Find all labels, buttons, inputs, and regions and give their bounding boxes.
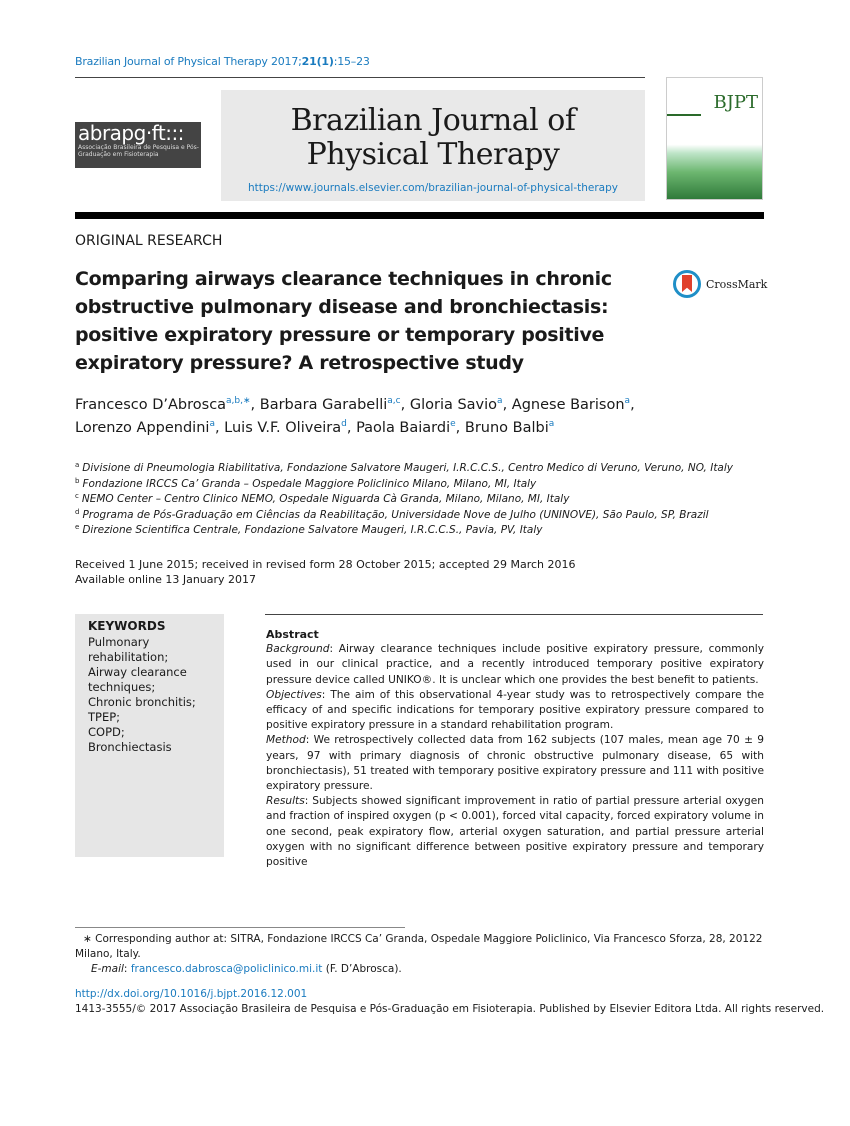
author: [356, 420, 465, 436]
affiliation: [75, 523, 733, 539]
abstract-paragraph: [266, 688, 764, 734]
affiliation: [75, 477, 733, 493]
keyword: TPEP;: [88, 710, 121, 724]
email-label: E-mail: [91, 963, 124, 975]
section-label: ORIGINAL RESEARCH: [75, 233, 223, 249]
citation-volume: 21(1): [301, 55, 334, 68]
email-line: E-mail: francesco.dabrosca@policlinico.mi.it (F. D’Abrosca).: [91, 963, 402, 975]
society-logo: [75, 122, 201, 168]
affiliation: [75, 461, 733, 477]
author-name: Bruno Balbi: [464, 420, 549, 436]
citation-prefix: Brazilian Journal of Physical Therapy 2017;: [75, 55, 302, 68]
abstract-label: Objectives: [266, 688, 322, 701]
society-logo-text: abrapg·ft:::: [78, 121, 184, 145]
affiliation-text: Programa de Pós-Graduação em Ciências da Reabilitação, Universidade Nove de Julho (UNINOVE), São Paulo, SP, Brazil: [82, 508, 709, 521]
copyright-line: 1413-3555/© 2017 Associação Brasileira de Pesquisa e Pós-Graduação em Fisioterapia. Published by Elsevier Editora Ltda. All rights reserved.: [75, 1003, 825, 1015]
citation-pages: :15–23: [333, 55, 370, 68]
journal-title-line2: Physical Therapy: [306, 137, 560, 172]
abstract-rule: [265, 614, 763, 615]
footnotes: [75, 932, 765, 977]
affiliation-key: a: [75, 461, 80, 469]
header-rule: [75, 77, 645, 78]
author: [410, 397, 512, 413]
author-separator: ,: [455, 420, 465, 436]
abstract-label: Background: [266, 643, 330, 656]
author-affiliation-link[interactable]: e: [450, 419, 456, 429]
keyword: Chronic bronchitis;: [88, 695, 196, 709]
author-name: Francesco D’Abrosca: [75, 397, 227, 413]
keywords-box: [75, 614, 224, 857]
abstract-label: Results: [266, 795, 305, 808]
affiliation: [75, 492, 733, 508]
abstract-text: : The aim of this observational 4-year study was to retrospectively compare the efficacy of and specific indications for temporary positive expiratory pressure compared to positive expiratory pressure in a standard rehabilitation program.: [266, 688, 764, 732]
author-name: Agnese Barison: [511, 397, 625, 413]
author: [75, 420, 224, 436]
abstract-text: : We retrospectively collected data from 162 subjects (107 males, mean age 70 ± 9 years, 97 with primary diagnosis of chronic obstructive pulmonary disease, 65 with bronchiectasis), 51 treated with temporary positive expiratory pressure and 111 with positive expiratory pressure.: [266, 734, 764, 793]
author-affiliation-link[interactable]: a: [624, 396, 631, 406]
author-affiliation-link[interactable]: a: [209, 419, 215, 429]
author-name: Paola Baiardi: [356, 420, 451, 436]
cover-line: [667, 114, 701, 116]
affiliation-text: NEMO Center – Centro Clinico NEMO, Ospedale Niguarda Cà Granda, Milano, Milano, MI, Italy: [81, 493, 570, 506]
author-separator: ,: [630, 397, 635, 413]
keyword: Airway clearance techniques;: [88, 665, 187, 694]
author-separator: ,: [400, 397, 410, 413]
author-name: Lorenzo Appendini: [75, 420, 210, 436]
affiliation: [75, 508, 733, 524]
journal-url-link[interactable]: https://www.journals.elsevier.com/brazilian-journal-of-physical-therapy: [248, 182, 618, 194]
abstract-paragraph: [266, 794, 764, 870]
received-dates: Received 1 June 2015; received in revised form 28 October 2015; accepted 29 March 2016: [75, 558, 576, 571]
author-name: Barbara Garabelli: [259, 397, 388, 413]
abstract-heading: Abstract: [266, 628, 319, 641]
email-suffix: (F. D’Abrosca).: [322, 963, 402, 975]
affiliation-text: Direzione Scientifica Centrale, Fondazione Salvatore Maugeri, I.R.C.C.S., Pavia, PV, Italy: [82, 524, 543, 537]
author-affiliation-link[interactable]: a,b,∗: [226, 396, 251, 406]
doi-link[interactable]: http://dx.doi.org/10.1016/j.bjpt.2016.12.001: [75, 988, 308, 1000]
journal-cover-image: [666, 77, 763, 200]
author: [260, 397, 410, 413]
affiliation-key: b: [75, 476, 80, 485]
article-title: Comparing airways clearance techniques in chronic obstructive pulmonary disease and bronchiectasis: positive expiratory pressure or temporary positive expiratory pressure? A retrospective study: [75, 268, 612, 374]
journal-title-line1: Brazilian Journal of: [290, 103, 576, 138]
journal-citation-link[interactable]: [75, 55, 370, 68]
author-affiliation-link[interactable]: a: [548, 419, 555, 429]
keywords-list: [75, 635, 224, 755]
author: [75, 397, 260, 413]
author-affiliation-link[interactable]: a,c: [387, 396, 401, 406]
author: [465, 420, 554, 436]
article-dates: [75, 557, 576, 587]
abstract-label: Method: [266, 734, 306, 747]
author-separator: ,: [250, 397, 260, 413]
crossmark-label: CrossMark: [706, 277, 768, 291]
author-separator: ,: [214, 420, 225, 436]
abstract: [266, 627, 764, 870]
abstract-paragraph: [266, 642, 764, 688]
cover-label: BJPT: [713, 92, 758, 113]
author-affiliation-link[interactable]: a: [497, 396, 503, 406]
journal-banner: [221, 90, 645, 201]
journal-title: [221, 104, 645, 172]
author: [224, 420, 356, 436]
keywords-heading: KEYWORDS: [88, 619, 166, 633]
affiliation-key: e: [75, 523, 80, 532]
crossmark-icon: [673, 270, 701, 298]
author-affiliation-link[interactable]: d: [341, 419, 347, 429]
affiliation-key: c: [75, 492, 79, 501]
abstract-text: : Airway clearance techniques include positive expiratory pressure, commonly used in our clinical practice, and a recently introduced temporary positive expiratory pressure device called UNIKO®. It is unclear which one provides the best benefit to patients.: [266, 643, 764, 686]
email-link[interactable]: francesco.dabrosca@policlinico.mi.it: [130, 963, 323, 975]
footnote-rule: [75, 927, 405, 928]
keyword: COPD;: [88, 725, 125, 739]
affiliation-text: Divisione di Pneumologia Riabilitativa, Fondazione Salvatore Maugeri, I.R.C.C.S., Centro Medico di Veruno, Veruno, NO, Italy: [82, 462, 733, 474]
author-separator: ,: [346, 420, 357, 436]
affiliation-list: [75, 461, 733, 539]
author-separator: ,: [502, 397, 512, 413]
abstract-body: [266, 642, 764, 870]
keyword: Bronchiectasis: [88, 740, 172, 754]
author-list: [75, 394, 765, 440]
crossmark-button[interactable]: [673, 270, 767, 298]
abstract-paragraph: [266, 733, 764, 794]
corresponding-author-note: ∗ Corresponding author at: SITRA, Fondazione IRCCS Ca’ Granda, Ospedale Maggiore Policlinico, Via Francesco Sforza, 28, 20122 Milano, Italy.: [75, 933, 763, 960]
keyword: Pulmonary rehabilitation;: [88, 635, 169, 664]
society-logo-subtext: Associação Brasileira de Pesquisa e Pós-Graduação em Fisioterapia: [78, 144, 199, 158]
available-online: Available online 13 January 2017: [75, 573, 257, 586]
author-name: Gloria Savio: [409, 397, 498, 413]
abstract-text: : Subjects showed significant improvement in ratio of partial pressure arterial oxygen and fraction of inspired oxygen (p < 0.001), forced vital capacity, forced expiratory volume in one second, peak expiratory flow, arterial oxygen saturation, and partial pressure arterial oxygen with no significant difference between positive expiratory pressure and temporary positive: [266, 795, 764, 869]
author: [512, 397, 635, 413]
affiliation-text: Fondazione IRCCS Ca’ Granda – Ospedale Maggiore Policlinico Milano, Milano, MI, Italy: [82, 477, 537, 490]
affiliation-key: d: [75, 507, 80, 516]
header-thick-rule: [75, 212, 764, 219]
author-name: Luis V.F. Oliveira: [224, 420, 342, 436]
